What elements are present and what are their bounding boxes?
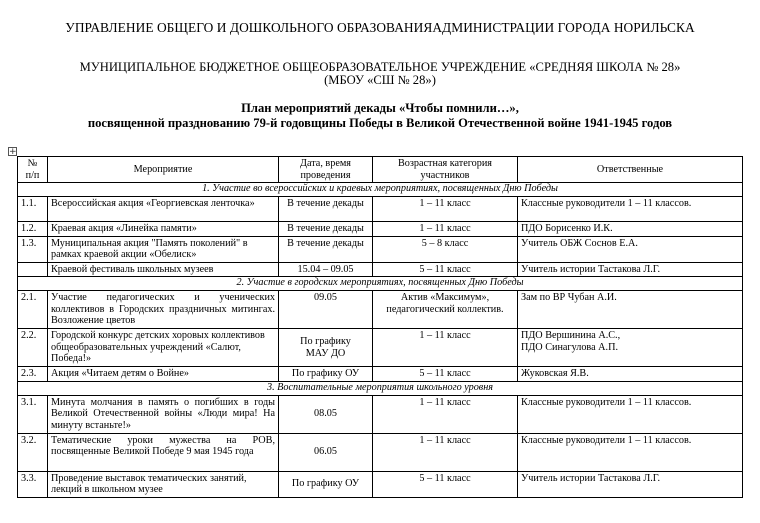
row-event: Краевой фестиваль школьных музеев xyxy=(48,262,279,277)
header-responsible: Ответственные xyxy=(518,157,743,183)
row-event: Муниципальная акция "Память поколений" в рамках краевой акции «Обелиск» xyxy=(48,236,279,262)
row-age: 1 – 11 класс xyxy=(373,197,518,222)
table-row xyxy=(18,197,743,222)
row-event: Акция «Читаем детям о Войне» xyxy=(48,367,279,382)
row-responsible: ПДО Борисенко И.К. xyxy=(518,222,743,237)
row-number: 2.2. xyxy=(18,329,48,367)
row-event: Проведение выставок тематических занятий, лекций в школьном музее xyxy=(48,471,279,497)
row-number: 1.1. xyxy=(18,197,48,222)
row-age: 5 – 11 класс xyxy=(373,262,518,277)
events-table xyxy=(17,156,743,498)
table-row xyxy=(18,367,743,382)
row-number: 3.1. xyxy=(18,395,48,433)
table-row xyxy=(18,433,743,471)
row-date: 08.05 xyxy=(279,395,373,433)
row-date: 06.05 xyxy=(279,433,373,471)
row-responsible: Учитель истории Тастакова Л.Г. xyxy=(518,262,743,277)
row-age: 1 – 11 класс xyxy=(373,329,518,367)
row-date: По графику ОУ xyxy=(279,367,373,382)
row-age: 5 – 8 класс xyxy=(373,236,518,262)
row-date: В течение декады xyxy=(279,222,373,237)
row-event: Минута молчания в память о погибших в годы Великой Отечественной войны «Люди мира! На минуту встаньте!» xyxy=(48,395,279,433)
school-name: МУНИЦИПАЛЬНОЕ БЮДЖЕТНОЕ ОБЩЕОБРАЗОВАТЕЛЬНОЕ УЧРЕЖДЕНИЕ «СРЕДНЯЯ ШКОЛА № 28» xyxy=(79,60,681,74)
section-title: 1. Участие во всероссийских и краевых мероприятиях, посвященных Дню Победы xyxy=(18,183,743,197)
table-row xyxy=(18,395,743,433)
school-short-name: (МБОУ «СШ № 28») xyxy=(324,73,436,87)
table-row xyxy=(18,471,743,497)
row-number xyxy=(18,262,48,277)
row-date: В течение декады xyxy=(279,236,373,262)
row-age: 1 – 11 класс xyxy=(373,222,518,237)
section-title: 2. Участие в городских мероприятиях, посвященных Дню Победы xyxy=(18,277,743,291)
table-row xyxy=(18,262,743,277)
row-date: По графику МАУ ДО xyxy=(279,329,373,367)
row-age: Актив «Максимум», педагогический коллектив. xyxy=(373,291,518,329)
section-row xyxy=(18,381,743,395)
table-row xyxy=(18,222,743,237)
row-responsible: Классные руководители 1 – 11 классов. xyxy=(518,197,743,222)
row-date: По графику ОУ xyxy=(279,471,373,497)
header-date: Дата, время проведения xyxy=(279,157,373,183)
section-row xyxy=(18,277,743,291)
row-date: 15.04 – 09.05 xyxy=(279,262,373,277)
row-responsible: Классные руководители 1 – 11 классов. xyxy=(518,433,743,471)
row-age: 1 – 11 класс xyxy=(373,433,518,471)
row-responsible: Учитель истории Тастакова Л.Г. xyxy=(518,471,743,497)
row-age: 1 – 11 класс xyxy=(373,395,518,433)
row-responsible: ПДО Вершинина А.С., ПДО Синагулова А.П. xyxy=(518,329,743,367)
header-age: Возрастная категория участников xyxy=(373,157,518,183)
section-row xyxy=(18,183,743,197)
plan-subtitle: посвященной празднованию 79-й годовщины Победы в Великой Отечественной войне 1941-1945 годов xyxy=(87,116,673,130)
row-responsible: Учитель ОБЖ Соснов Е.А. xyxy=(518,236,743,262)
table-row xyxy=(18,291,743,329)
row-event: Краевая акция «Линейка памяти» xyxy=(48,222,279,237)
table-row xyxy=(18,236,743,262)
row-number: 3.3. xyxy=(18,471,48,497)
row-number: 1.2. xyxy=(18,222,48,237)
row-date: 09.05 xyxy=(279,291,373,329)
organization-header: УПРАВЛЕНИЕ ОБЩЕГО И ДОШКОЛЬНОГО ОБРАЗОВАНИЯАДМИНИСТРАЦИИ ГОРОДА НОРИЛЬСКА xyxy=(65,20,695,35)
row-number: 3.2. xyxy=(18,433,48,471)
move-handle-icon[interactable]: + xyxy=(9,147,17,157)
row-date: В течение декады xyxy=(279,197,373,222)
row-age: 5 – 11 класс xyxy=(373,367,518,382)
table-row xyxy=(18,329,743,367)
row-responsible: Жуковская Я.В. xyxy=(518,367,743,382)
row-event: Тематические уроки мужества на РОВ, посвященные Великой Победе 9 мая 1945 года xyxy=(48,433,279,471)
row-number: 2.3. xyxy=(18,367,48,382)
row-event: Участие педагогических и ученических коллективов в Городских праздничных митингах. Возложение цветов xyxy=(48,291,279,329)
header-number: № п/п xyxy=(18,157,48,183)
plan-title: План мероприятий декады «Чтобы помнили…», xyxy=(241,101,519,115)
row-event: Городской конкурс детских хоровых коллективов общеобразовательных учреждений «Салют, Победа!» xyxy=(48,329,279,367)
table-header-row xyxy=(18,157,743,183)
row-responsible: Классные руководители 1 – 11 классов. xyxy=(518,395,743,433)
row-number: 2.1. xyxy=(18,291,48,329)
section-title: 3. Воспитательные мероприятия школьного уровня xyxy=(18,381,743,395)
row-event: Всероссийская акция «Георгиевская ленточка» xyxy=(48,197,279,222)
row-responsible: Зам по ВР Чубан А.И. xyxy=(518,291,743,329)
row-number: 1.3. xyxy=(18,236,48,262)
header-event: Мероприятие xyxy=(48,157,279,183)
row-age: 5 – 11 класс xyxy=(373,471,518,497)
